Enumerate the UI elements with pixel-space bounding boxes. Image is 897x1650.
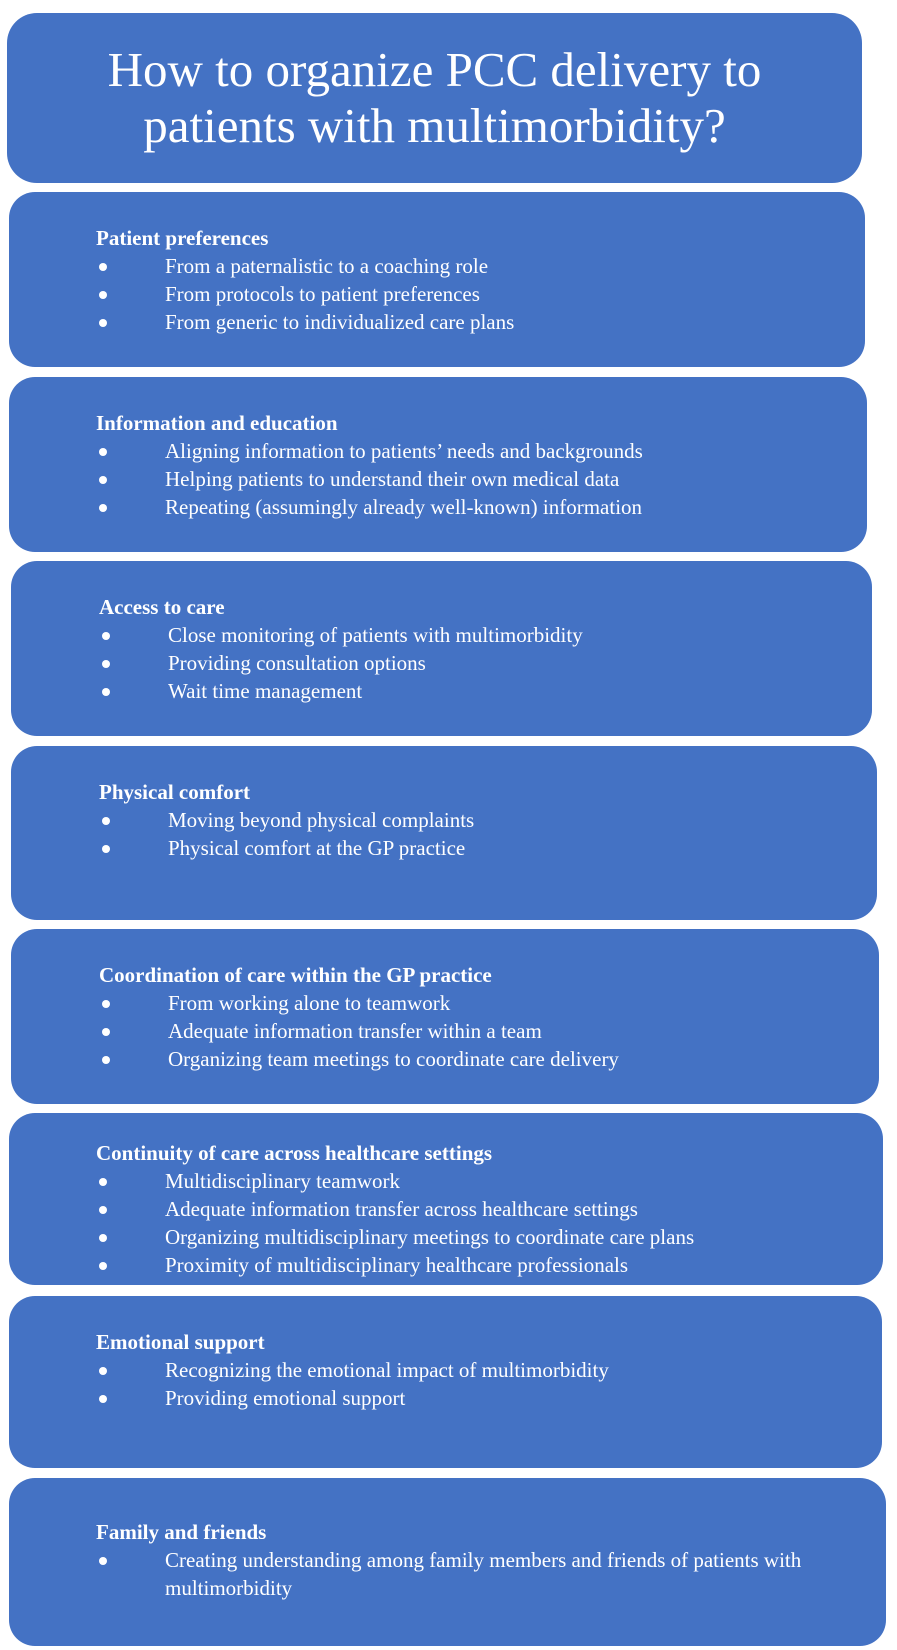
bullet-list <box>96 1356 868 1412</box>
section-emotional-support <box>9 1296 882 1468</box>
bullet-text: From working alone to teamwork <box>168 991 451 1015</box>
bullet-list <box>96 1167 869 1279</box>
bullet-text: Organizing multidisciplinary meetings to coordinate care plans <box>165 1225 695 1249</box>
bullet-item <box>96 493 853 521</box>
bullet-icon <box>99 291 107 299</box>
bullet-list <box>96 252 851 336</box>
bullet-icon <box>99 1557 107 1565</box>
section-heading: Coordination of care within the GP practice <box>99 963 492 987</box>
bullet-icon <box>99 1178 107 1186</box>
section-patient-preferences <box>9 192 865 367</box>
bullet-text: From a paternalistic to a coaching role <box>165 254 489 278</box>
bullet-icon <box>99 1206 107 1214</box>
bullet-item <box>96 1195 869 1223</box>
section-information-and-education <box>9 377 867 552</box>
bullet-icon <box>102 632 110 640</box>
bullet-text: Multidisciplinary teamwork <box>165 1169 401 1193</box>
bullet-item <box>96 280 851 308</box>
bullet-icon <box>99 1262 107 1270</box>
section-family-and-friends <box>9 1478 886 1646</box>
section-heading: Continuity of care across healthcare settings <box>96 1141 493 1165</box>
diagram-title: How to organize PCC delivery to patients with multimorbidity? <box>107 42 762 153</box>
bullet-text: Adequate information transfer across healthcare settings <box>165 1197 638 1221</box>
bullet-text: Wait time management <box>168 679 363 703</box>
bullet-item <box>99 834 863 862</box>
section-access-to-care <box>11 561 872 736</box>
bullet-icon <box>102 660 110 668</box>
bullet-item <box>99 1045 865 1073</box>
title-box <box>7 13 862 183</box>
bullet-icon <box>102 1028 110 1036</box>
bullet-text: Providing emotional support <box>165 1386 406 1410</box>
bullet-icon <box>99 1234 107 1242</box>
bullet-text: Repeating (assumingly already well-known) information <box>165 495 643 519</box>
bullet-item <box>96 1167 869 1195</box>
bullet-list <box>99 989 865 1073</box>
bullet-text: From generic to individualized care plans <box>165 310 515 334</box>
bullet-icon <box>99 319 107 327</box>
bullet-item <box>96 1223 869 1251</box>
bullet-icon <box>99 1367 107 1375</box>
bullet-item <box>99 677 858 705</box>
bullet-list <box>99 621 858 705</box>
bullet-icon <box>102 845 110 853</box>
bullet-item <box>99 806 863 834</box>
bullet-text: Aligning information to patients’ needs and backgrounds <box>165 439 643 463</box>
bullet-text: Moving beyond physical complaints <box>168 808 475 832</box>
bullet-item <box>96 252 851 280</box>
bullet-icon <box>102 1056 110 1064</box>
bullet-icon <box>99 476 107 484</box>
bullet-text: Creating understanding among family members and friends of patients with multimorbidity <box>165 1548 802 1600</box>
bullet-item <box>96 308 851 336</box>
bullet-item <box>96 1546 872 1602</box>
bullet-icon <box>102 1000 110 1008</box>
bullet-text: Providing consultation options <box>168 651 426 675</box>
bullet-text: Organizing team meetings to coordinate care delivery <box>168 1047 619 1071</box>
bullet-icon <box>102 688 110 696</box>
bullet-item <box>99 621 858 649</box>
bullet-item <box>99 1017 865 1045</box>
bullet-item <box>96 1356 868 1384</box>
bullet-text: Adequate information transfer within a team <box>168 1019 542 1043</box>
section-heading: Physical comfort <box>99 780 251 804</box>
section-heading: Access to care <box>99 595 225 619</box>
bullet-item <box>96 465 853 493</box>
section-heading: Information and education <box>96 411 338 435</box>
bullet-list <box>99 806 863 862</box>
section-heading: Emotional support <box>96 1330 265 1354</box>
bullet-text: From protocols to patient preferences <box>165 282 480 306</box>
bullet-icon <box>99 263 107 271</box>
bullet-item <box>96 1251 869 1279</box>
bullet-icon <box>99 448 107 456</box>
bullet-item <box>96 1384 868 1412</box>
bullet-icon <box>99 1395 107 1403</box>
section-heading: Patient preferences <box>96 226 269 250</box>
bullet-text: Physical comfort at the GP practice <box>168 836 466 860</box>
bullet-list <box>96 1546 872 1602</box>
bullet-list <box>96 437 853 521</box>
bullet-item <box>99 989 865 1017</box>
bullet-text: Proximity of multidisciplinary healthcare professionals <box>165 1253 629 1277</box>
bullet-text: Close monitoring of patients with multimorbidity <box>168 623 583 647</box>
section-heading: Family and friends <box>96 1520 267 1544</box>
bullet-item <box>96 437 853 465</box>
bullet-icon <box>99 504 107 512</box>
section-coordination-of-care <box>11 929 879 1104</box>
bullet-icon <box>102 817 110 825</box>
section-physical-comfort <box>11 746 877 920</box>
bullet-text: Recognizing the emotional impact of multimorbidity <box>165 1358 609 1382</box>
bullet-item <box>99 649 858 677</box>
section-continuity-of-care <box>9 1113 883 1285</box>
bullet-text: Helping patients to understand their own medical data <box>165 467 620 491</box>
